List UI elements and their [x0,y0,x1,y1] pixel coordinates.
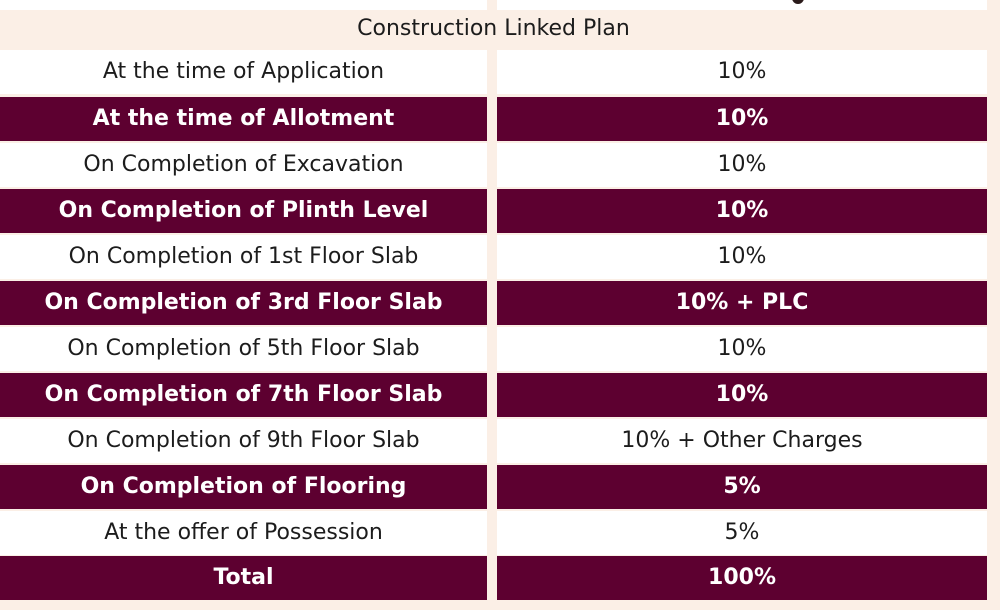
stage-cell: On Completion of 5th Floor Slab [0,327,487,371]
stage-cell: At the time of Application [0,50,487,94]
stage-cell: On Completion of 1st Floor Slab [0,235,487,279]
payment-cell: 5% [497,465,987,509]
previous-header-cell-left [0,0,487,10]
payment-cell: 10% [497,50,987,94]
payment-cell: 10% + PLC [497,281,987,325]
stage-cell: At the time of Allotment [0,97,487,141]
table-row [0,327,1000,371]
stage-cell: On Completion of Excavation [0,143,487,187]
table-row [0,281,1000,325]
stage-cell: On Completion of 3rd Floor Slab [0,281,487,325]
payment-cell: 10% [497,235,987,279]
payment-cell: 5% [497,511,987,555]
stage-cell: On Completion of Flooring [0,465,487,509]
total-label: Total [0,556,487,600]
stage-cell: On Completion of Plinth Level [0,189,487,233]
total-row [0,556,1000,600]
table-row [0,465,1000,509]
table-row [0,189,1000,233]
table-row [0,97,1000,141]
table-row [0,235,1000,279]
cropped-text-fragment [792,0,804,4]
payment-cell: 10% [497,189,987,233]
stage-cell: At the offer of Possession [0,511,487,555]
table-row [0,143,1000,187]
payment-cell: 10% + Other Charges [497,419,987,463]
table-row [0,373,1000,417]
stage-cell: On Completion of 9th Floor Slab [0,419,487,463]
total-value: 100% [497,556,987,600]
table-row [0,511,1000,555]
previous-header-cell-right [497,0,987,10]
table-row [0,419,1000,463]
payment-cell: 10% [497,373,987,417]
plan-title: Construction Linked Plan [357,16,630,41]
stage-cell: On Completion of 7th Floor Slab [0,373,487,417]
table-row [0,50,1000,94]
payment-cell: 10% [497,97,987,141]
payment-cell: 10% [497,327,987,371]
payment-cell: 10% [497,143,987,187]
